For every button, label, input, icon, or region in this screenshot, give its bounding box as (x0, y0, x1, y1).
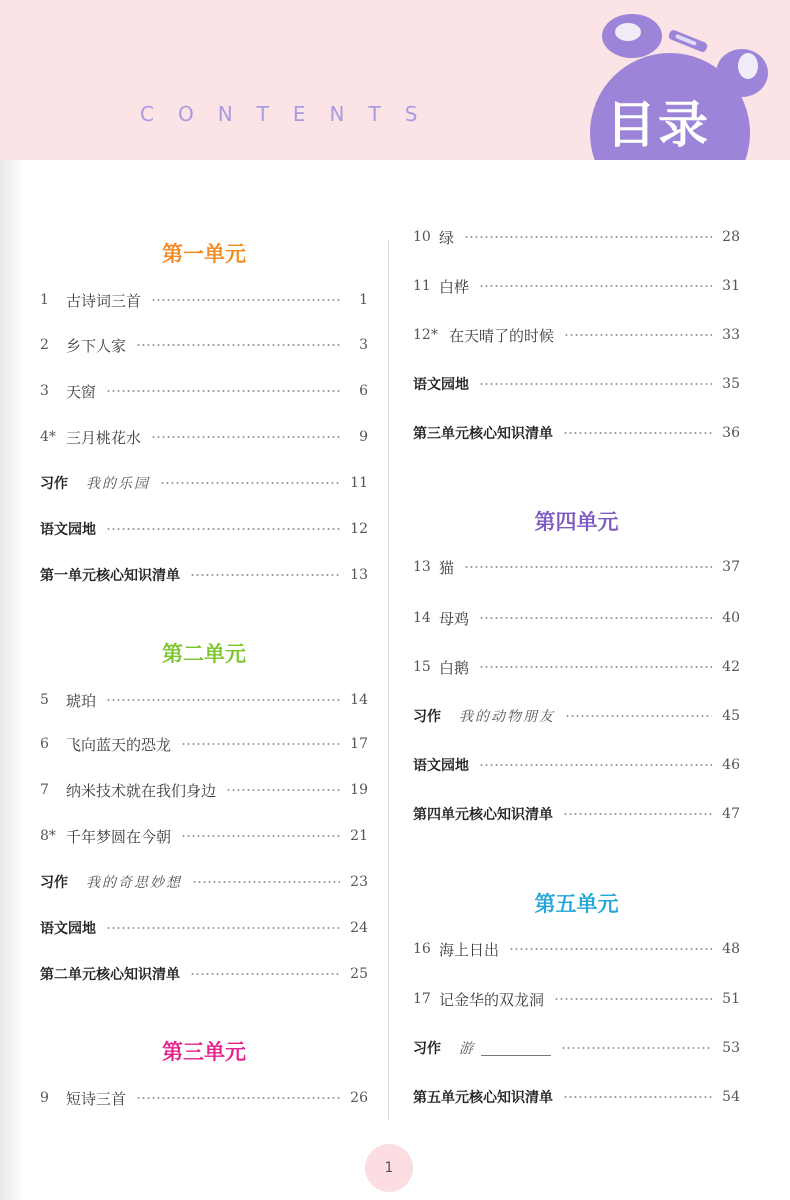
dot-leader (106, 390, 340, 392)
toc-entry[interactable] (413, 605, 740, 631)
dot-leader (181, 743, 340, 745)
lesson-number: 13 (413, 559, 431, 575)
toc-entry[interactable] (40, 332, 368, 358)
lesson-number: 7 (40, 782, 49, 798)
dot-leader (151, 299, 340, 301)
entry-subtitle: 我的乐园 (86, 476, 150, 492)
dot-leader (509, 948, 712, 950)
dot-leader (106, 927, 340, 929)
entry-subtitle: 游 (459, 1041, 475, 1057)
section-tag: 习作 (413, 1041, 441, 1057)
toc-entry[interactable] (413, 554, 740, 580)
toc-entry[interactable] (40, 687, 368, 713)
toc-entry[interactable] (40, 516, 368, 542)
entry-title: 乡下人家 (66, 336, 127, 355)
page-ref: 40 (722, 610, 740, 626)
dot-leader (136, 1097, 340, 1099)
entry-title: 语文园地 (40, 921, 96, 937)
dot-leader (564, 334, 712, 336)
lesson-number: 1 (40, 292, 49, 308)
dot-leader (563, 432, 712, 434)
dot-leader (554, 998, 712, 1000)
lesson-number: 15 (413, 659, 431, 675)
entry-title: 在天晴了的时候 (449, 326, 555, 345)
lesson-number: 5 (40, 692, 49, 708)
toc-entry[interactable] (40, 823, 368, 849)
toc-entry[interactable] (413, 273, 740, 299)
page-ref: 19 (350, 782, 368, 798)
entry-title: 第五单元核心知识清单 (413, 1090, 553, 1106)
page-ref: 53 (722, 1040, 740, 1056)
page-ref: 23 (350, 874, 368, 890)
page-ref: 37 (722, 559, 740, 575)
entry-title: 第三单元核心知识清单 (413, 426, 553, 442)
entry-title: 第一单元核心知识清单 (40, 568, 180, 584)
page-ref: 48 (722, 941, 740, 957)
entry-title: 飞向蓝天的恐龙 (66, 735, 172, 754)
column-divider (388, 240, 389, 1120)
toc-entry[interactable] (413, 1084, 740, 1110)
section-tag: 习作 (413, 709, 441, 725)
entry-title: 第四单元核心知识清单 (413, 807, 553, 823)
lesson-number: 4* (40, 429, 56, 445)
toc-entry[interactable] (413, 801, 740, 827)
entry-title: 纳米技术就在我们身边 (66, 781, 217, 800)
page-ref: 14 (350, 692, 368, 708)
unit-title: 第四单元 (534, 510, 619, 534)
toc-entry[interactable] (40, 1085, 368, 1111)
entry-title: 记金华的双龙洞 (439, 990, 545, 1009)
entry-subtitle: 我的动物朋友 (459, 709, 555, 725)
lesson-number: 10 (413, 229, 431, 245)
entry-title: 琥珀 (66, 691, 97, 710)
entry-title: 短诗三首 (66, 1089, 127, 1108)
page-ref: 9 (359, 429, 368, 445)
unit-title: 第一单元 (162, 242, 246, 266)
lesson-number: 17 (413, 991, 431, 1007)
toc-entry[interactable] (413, 420, 740, 446)
lesson-number: 2 (40, 337, 49, 353)
dot-leader (106, 528, 340, 530)
toc-entry[interactable] (413, 371, 740, 397)
page-ref: 54 (722, 1089, 740, 1105)
dot-leader (565, 715, 712, 717)
page-number: 1 (365, 1144, 413, 1192)
toc-entry[interactable] (40, 424, 368, 450)
page-ref: 6 (359, 383, 368, 399)
entry-title: 绿 (439, 228, 455, 247)
entry-title: 语文园地 (40, 522, 96, 538)
toc-entry[interactable] (40, 562, 368, 588)
page-ref: 3 (359, 337, 368, 353)
dot-leader (479, 383, 712, 385)
dot-leader (479, 666, 712, 668)
dot-leader (151, 436, 340, 438)
lesson-number: 9 (40, 1090, 49, 1106)
toc-entry[interactable] (40, 287, 368, 313)
toc-entry[interactable] (40, 470, 368, 496)
toc-entry[interactable] (40, 961, 368, 987)
lesson-number: 12* (413, 327, 438, 343)
fill-in-blank (481, 1041, 551, 1056)
dot-leader (190, 973, 340, 975)
page-ref: 1 (359, 292, 368, 308)
toc-entry[interactable] (413, 1035, 740, 1061)
entry-title: 古诗词三首 (66, 291, 142, 310)
dot-leader (192, 881, 340, 883)
page-ref: 42 (722, 659, 740, 675)
unit-title: 第五单元 (534, 892, 619, 916)
entry-title: 猫 (439, 558, 455, 577)
page-ref: 47 (722, 806, 740, 822)
contents-heading: CONTENTS (140, 102, 442, 126)
entry-title: 千年梦圆在今朝 (66, 827, 172, 846)
page-ref: 51 (722, 991, 740, 1007)
page-edge-shadow (0, 160, 24, 1200)
dot-leader (479, 617, 712, 619)
page-ref: 11 (350, 475, 368, 491)
entry-title: 白桦 (439, 277, 470, 296)
toc-entry[interactable] (413, 703, 740, 729)
toc-entry[interactable] (40, 777, 368, 803)
page-ref: 31 (722, 278, 740, 294)
toc-entry[interactable] (413, 936, 740, 962)
dot-leader (136, 344, 340, 346)
header-band (0, 0, 790, 160)
entry-title: 天窗 (66, 382, 97, 401)
toc-entry[interactable] (40, 915, 368, 941)
entry-subtitle: 我的奇思妙想 (86, 875, 182, 891)
dot-leader (464, 236, 712, 238)
dot-leader (226, 789, 340, 791)
page-ref: 24 (350, 920, 368, 936)
dot-leader (181, 835, 340, 837)
unit-title: 第二单元 (162, 642, 246, 666)
toc-entry[interactable] (413, 322, 740, 348)
section-tag: 习作 (40, 476, 68, 492)
section-tag: 习作 (40, 875, 68, 891)
page-ref: 12 (350, 521, 368, 537)
toc-entry[interactable] (413, 654, 740, 680)
entry-title: 语文园地 (413, 758, 469, 774)
lesson-number: 3 (40, 383, 49, 399)
page-ref: 45 (722, 708, 740, 724)
page-ref: 25 (350, 966, 368, 982)
toc-entry[interactable] (413, 986, 740, 1012)
entry-title: 白鹅 (439, 658, 470, 677)
page-ref: 13 (350, 567, 368, 583)
toc-entry[interactable] (413, 224, 740, 250)
toc-entry[interactable] (40, 378, 368, 404)
dot-leader (106, 699, 340, 701)
page-ref: 17 (350, 736, 368, 752)
page-ref: 46 (722, 757, 740, 773)
lesson-number: 14 (413, 610, 431, 626)
page-ref: 26 (350, 1090, 368, 1106)
lesson-number: 6 (40, 736, 49, 752)
dot-leader (190, 574, 340, 576)
toc-entry[interactable] (40, 731, 368, 757)
toc-entry[interactable] (413, 752, 740, 778)
dot-leader (561, 1047, 712, 1049)
entry-title: 语文园地 (413, 377, 469, 393)
entry-title: 母鸡 (439, 609, 470, 628)
page-ref: 28 (722, 229, 740, 245)
lesson-number: 11 (413, 278, 431, 294)
page-ref: 21 (350, 828, 368, 844)
page-ref: 33 (722, 327, 740, 343)
dot-leader (479, 285, 712, 287)
dot-leader (160, 482, 340, 484)
page-ref: 36 (722, 425, 740, 441)
entry-title: 第二单元核心知识清单 (40, 967, 180, 983)
dot-leader (563, 1096, 712, 1098)
toc-entry[interactable] (40, 869, 368, 895)
entry-title: 三月桃花水 (66, 428, 142, 447)
dot-leader (464, 566, 712, 568)
page-ref: 35 (722, 376, 740, 392)
dot-leader (563, 813, 712, 815)
logo-title: 目录 (606, 96, 710, 154)
lesson-number: 8* (40, 828, 56, 844)
unit-title: 第三单元 (162, 1040, 246, 1064)
lesson-number: 16 (413, 941, 431, 957)
entry-title: 海上日出 (439, 940, 500, 959)
dot-leader (479, 764, 712, 766)
